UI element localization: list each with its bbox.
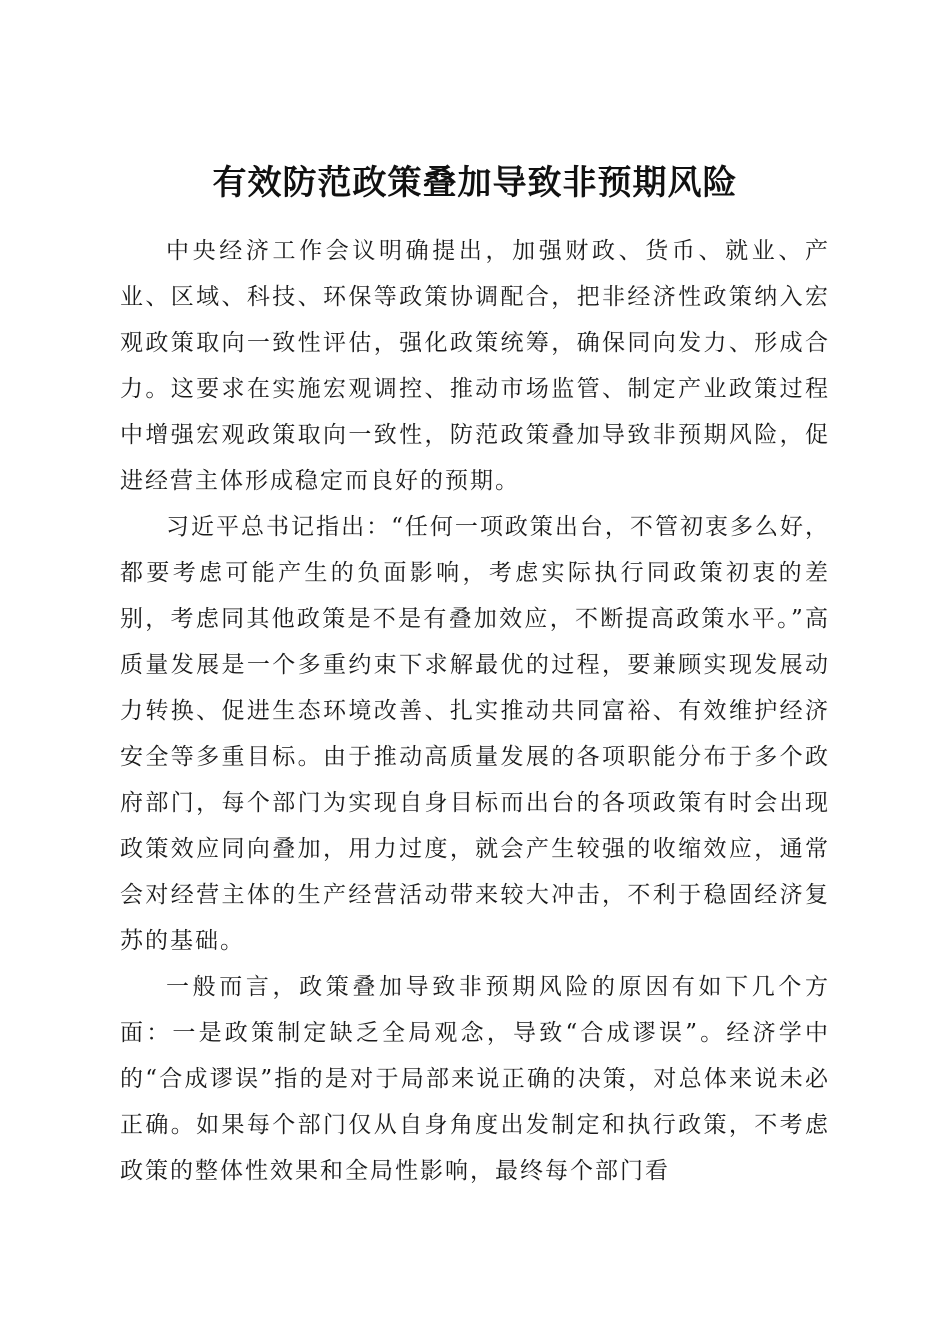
document-body: [120, 228, 830, 1194]
document-title: 有效防范政策叠加导致非预期风险: [212, 162, 738, 203]
paragraph-2: 习近平总书记指出：“任何一项政策出台，不管初衷多么好，都要考虑可能产生的负面影响，考虑实际执行同政策初衷的差别，考虑同其他政策是不是有叠加效应，不断提高政策水平。”高质量发展是一个多重约束下求解最优的过程，要兼顾实现发展动力转换、促进生态环境改善、扎实推动共同富裕、有效维护经济安全等多重目标。由于推动高质量发展的各项职能分布于多个政府部门，每个部门为实现自身目标而出台的各项政策有时会出现政策效应同向叠加，用力过度，就会产生较强的收缩效应，通常会对经营主体的生产经营活动带来较大冲击，不利于稳固经济复苏的基础。: [120, 514, 830, 954]
paragraph-3: 一般而言，政策叠加导致非预期风险的原因有如下几个方面：一是政策制定缺乏全局观念，导致“合成谬误”。经济学中的“合成谬误”指的是对于局部来说正确的决策，对总体来说未必正确。如果每个部门仅从自身角度出发制定和执行政策，不考虑政策的整体性效果和全局性影响，最终每个部门看: [120, 974, 830, 1184]
paragraph-1: 中央经济工作会议明确提出，加强财政、货币、就业、产业、区域、科技、环保等政策协调配合，把非经济性政策纳入宏观政策取向一致性评估，强化政策统筹，确保同向发力、形成合力。这要求在实施宏观调控、推动市场监管、制定产业政策过程中增强宏观政策取向一致性，防范政策叠加导致非预期风险，促进经营主体形成稳定而良好的预期。: [120, 238, 830, 494]
